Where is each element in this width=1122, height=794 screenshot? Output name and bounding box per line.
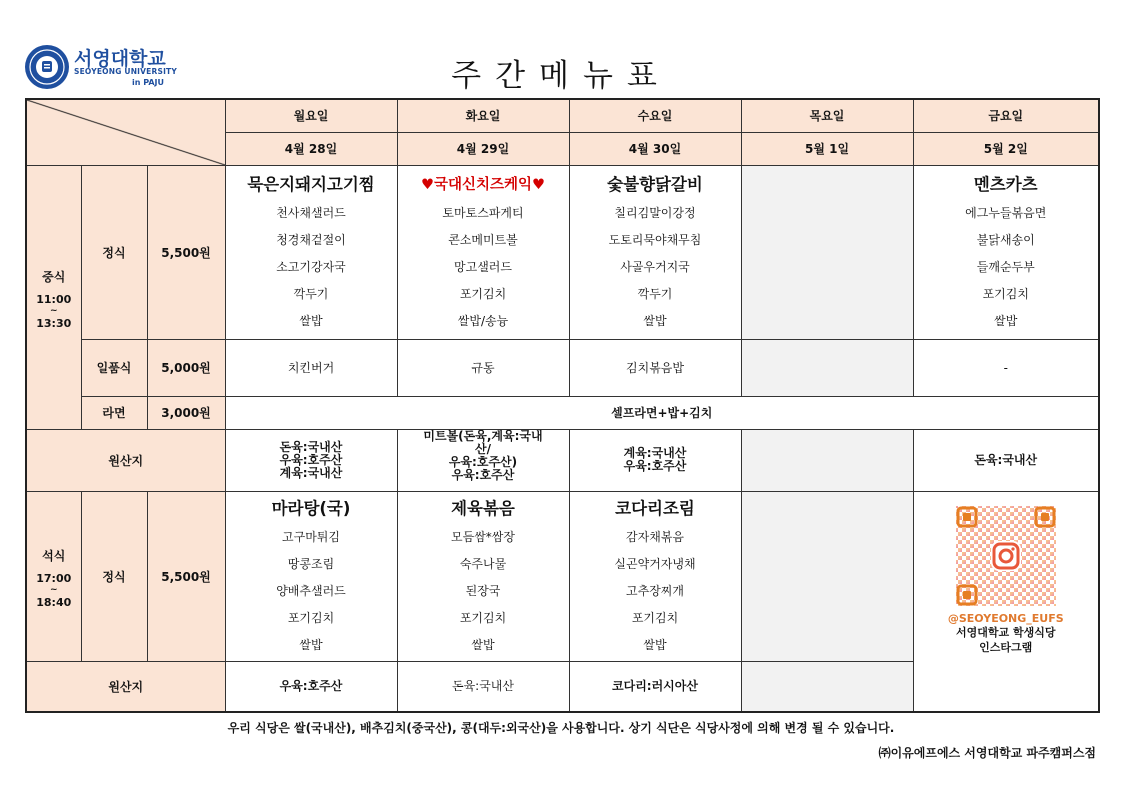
ilpum-thu-empty bbox=[741, 339, 913, 396]
side-dish: 고구마튀김 bbox=[282, 529, 340, 544]
logo-name-ko: 서영대학교 bbox=[74, 48, 166, 70]
side-dish: 포기김치 bbox=[459, 610, 507, 625]
lunch-time-end: 13:30 bbox=[36, 317, 72, 330]
origin-line: 우육:호주산 bbox=[279, 452, 343, 467]
dinner-origin-mon: 우육:호주산 bbox=[225, 661, 397, 712]
ramen-label: 라면 bbox=[81, 396, 147, 429]
date-header: 4월 28일 bbox=[225, 132, 397, 165]
instagram-caption-line1: 서영대학교 학생식당 bbox=[956, 625, 1056, 639]
origin-line: 계육:국내산 bbox=[623, 446, 687, 460]
dinner-origin-label: 원산지 bbox=[26, 661, 225, 712]
side-dish: 포기김치 bbox=[982, 286, 1029, 301]
side-dish: 모듬쌈*쌈장 bbox=[451, 529, 515, 544]
origin-line: 우육:호주산 bbox=[623, 459, 687, 473]
dinner-time-end: 18:40 bbox=[36, 596, 72, 609]
side-dish: 청경채겉절이 bbox=[276, 232, 346, 247]
header-corner-cell bbox=[26, 99, 225, 165]
side-dish: 실곤약거자냉채 bbox=[614, 556, 696, 571]
qr-code-icon bbox=[954, 504, 1058, 608]
side-dish: 땅콩조림 bbox=[287, 556, 335, 571]
dinner-label: 석식 bbox=[42, 549, 66, 563]
ilpum-wed: 김치볶음밥 bbox=[569, 339, 741, 396]
main-dish: 마라탕(국) bbox=[271, 498, 351, 518]
page-title: 주간메뉴표 bbox=[451, 58, 671, 94]
main-dish: 코다리조림 bbox=[615, 498, 695, 518]
side-dish: 쌀밥 bbox=[299, 313, 323, 328]
side-dish: 천사채샐러드 bbox=[276, 205, 346, 220]
side-dish: 양배추샐러드 bbox=[276, 583, 346, 598]
lunch-set-label: 정식 bbox=[81, 165, 147, 339]
day-header: 금요일 bbox=[913, 99, 1099, 132]
side-dish: 소고기강자국 bbox=[276, 259, 346, 274]
lunch-set-wed bbox=[569, 165, 741, 339]
lunch-label-cell bbox=[26, 165, 81, 429]
side-dish: 들깨순두부 bbox=[976, 259, 1035, 274]
dinner-set-wed bbox=[569, 491, 741, 661]
lunch-set-mon bbox=[225, 165, 397, 339]
lunch-origin-label: 원산지 bbox=[26, 429, 225, 491]
day-header: 월요일 bbox=[225, 99, 397, 132]
footer-company: ㈜이유에프에스 서영대학교 파주캠퍼스점 bbox=[878, 746, 1096, 760]
side-dish: 사골우거지국 bbox=[620, 259, 690, 274]
origin-line: 돈육:국내산 bbox=[974, 452, 1038, 467]
ilpum-fri: - bbox=[913, 339, 1099, 396]
day-header: 화요일 bbox=[397, 99, 569, 132]
side-dish: 고추장찌개 bbox=[626, 583, 684, 598]
origin-line: 미트볼(돈육,계육:국내 bbox=[423, 430, 543, 443]
lunch-set-fri bbox=[913, 165, 1099, 339]
lunch-label: 중식 bbox=[42, 270, 66, 284]
dinner-origin-thu-empty bbox=[741, 661, 913, 712]
origin-line: 계육:국내산 bbox=[279, 465, 343, 480]
dinner-set-mon bbox=[225, 491, 397, 661]
main-dish: 멘츠카츠 bbox=[973, 174, 1038, 194]
side-dish: 쌀밥 bbox=[299, 637, 323, 652]
origin-line: 우육:호주산) bbox=[448, 455, 518, 469]
side-dish: 포기김치 bbox=[459, 286, 507, 301]
ramen-price: 3,000원 bbox=[147, 396, 225, 429]
dinner-set-tue bbox=[397, 491, 569, 661]
day-header: 수요일 bbox=[569, 99, 741, 132]
side-dish: 망고샐러드 bbox=[454, 259, 512, 274]
weekly-menu-table bbox=[25, 98, 1100, 713]
dinner-origin-tue: 돈육:국내산 bbox=[397, 661, 569, 712]
main-dish-special: ♥국대신치즈케익♥ bbox=[420, 176, 546, 193]
lunch-origin-thu-empty bbox=[741, 429, 913, 491]
ilpum-tue: 규동 bbox=[397, 339, 569, 396]
ilpum-label: 일품식 bbox=[81, 339, 147, 396]
side-dish: 감자채볶음 bbox=[626, 529, 684, 544]
instagram-caption-line2: 인스타그램 bbox=[979, 640, 1033, 654]
date-header: 4월 30일 bbox=[569, 132, 741, 165]
side-dish: 깍두기 bbox=[637, 286, 673, 301]
side-dish: 쌀밥 bbox=[643, 637, 667, 652]
side-dish: 된장국 bbox=[465, 583, 501, 598]
lunch-set-thu-empty bbox=[741, 165, 913, 339]
dinner-set-price: 5,500원 bbox=[147, 491, 225, 661]
lunch-time-tilde: ~ bbox=[49, 306, 58, 316]
side-dish: 콘소메미트볼 bbox=[448, 232, 518, 247]
side-dish: 포기김치 bbox=[287, 610, 335, 625]
date-header: 5월 1일 bbox=[741, 132, 913, 165]
dinner-time-start: 17:00 bbox=[36, 572, 72, 585]
main-dish: 숯불향닭갈비 bbox=[607, 174, 703, 194]
lunch-origin-wed bbox=[569, 429, 741, 491]
lunch-set-tue bbox=[397, 165, 569, 339]
dinner-set-label: 정식 bbox=[81, 491, 147, 661]
origin-line: 산/ bbox=[475, 442, 491, 456]
instagram-qr-code bbox=[954, 504, 1058, 608]
side-dish: 도토리묵야채무침 bbox=[608, 232, 702, 247]
side-dish: 불닭새송이 bbox=[976, 232, 1035, 247]
date-header: 4월 29일 bbox=[397, 132, 569, 165]
lunch-origin-mon bbox=[225, 429, 397, 491]
origin-line: 돈육:국내산 bbox=[279, 439, 343, 454]
side-dish: 숙주나물 bbox=[459, 556, 507, 571]
date-header: 5월 2일 bbox=[913, 132, 1099, 165]
main-dish: 제육볶음 bbox=[451, 498, 515, 518]
side-dish: 포기김치 bbox=[631, 610, 679, 625]
main-dish: 묵은지돼지고기찜 bbox=[247, 174, 375, 194]
dinner-time-tilde: ~ bbox=[49, 585, 58, 595]
dinner-set-thu-empty bbox=[741, 491, 913, 661]
ilpum-price: 5,000원 bbox=[147, 339, 225, 396]
footer-notice: 우리 식당은 쌀(국내산), 배추김치(중국산), 콩(대두:외국산)을 사용합니다. 상기 식단은 식당사정에 의해 변경 될 수 있습니다. bbox=[227, 721, 895, 735]
side-dish: 토마토스파게티 bbox=[442, 205, 524, 220]
lunch-set-price: 5,500원 bbox=[147, 165, 225, 339]
dinner-origin-wed: 코다리:러시아산 bbox=[569, 661, 741, 712]
side-dish: 에그누들볶음면 bbox=[965, 205, 1047, 220]
lunch-origin-tue bbox=[397, 429, 569, 491]
ilpum-mon: 치킨버거 bbox=[225, 339, 397, 396]
dinner-label-cell bbox=[26, 491, 81, 661]
instagram-qr-cell bbox=[913, 491, 1099, 712]
origin-line: 우육:호주산 bbox=[451, 468, 515, 482]
logo-campus: in PAJU bbox=[132, 78, 165, 87]
side-dish: 쌀밥/송늉 bbox=[457, 313, 509, 328]
side-dish: 쌀밥 bbox=[471, 637, 495, 652]
side-dish: 쌀밥 bbox=[643, 313, 667, 328]
instagram-handle: @SEOYEONG_EUFS bbox=[947, 611, 1064, 625]
side-dish: 칠리김말이강정 bbox=[614, 205, 696, 220]
ramen-menu: 셀프라면+밥+김치 bbox=[225, 396, 1099, 429]
logo-name-en: SEOYEONG UNIVERSITY bbox=[74, 67, 178, 76]
day-header: 목요일 bbox=[741, 99, 913, 132]
side-dish: 쌀밥 bbox=[994, 313, 1018, 328]
side-dish: 깍두기 bbox=[293, 286, 329, 301]
lunch-origin-fri bbox=[913, 429, 1099, 491]
lunch-time-start: 11:00 bbox=[36, 293, 72, 306]
